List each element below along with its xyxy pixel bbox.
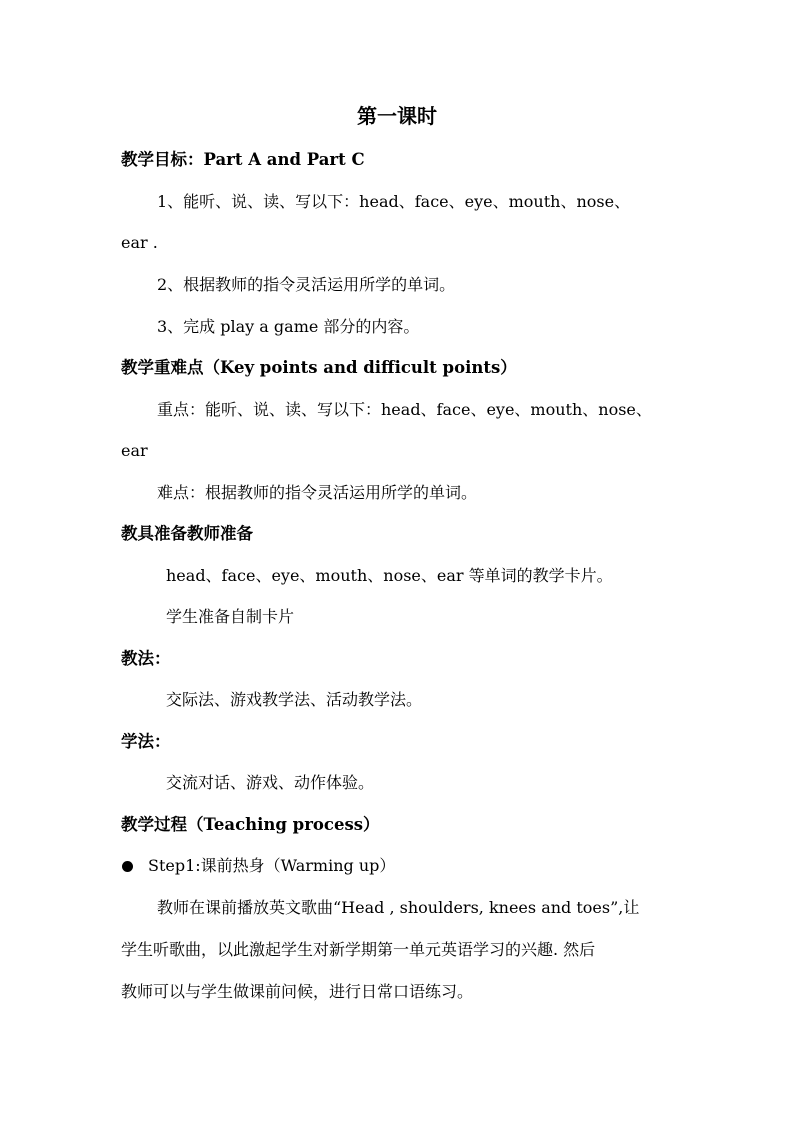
- process-step-1: Step1:课前热身（Warming up）: [148, 856, 396, 875]
- page-title: 第一课时: [357, 104, 437, 128]
- methods-heading: 教法：: [121, 649, 171, 668]
- keypoints-difficult: 难点：根据教师的指令灵活运用所学的单词。: [157, 483, 478, 502]
- goals-item-3: 3、完成 play a game 部分的内容。: [157, 317, 420, 336]
- keypoints-key-continued: ear: [121, 441, 148, 460]
- bullet-icon: [122, 861, 133, 872]
- process-heading: 教学过程（Teaching process）: [121, 815, 380, 834]
- materials-student: 学生准备自制卡片: [166, 607, 295, 626]
- learning-heading: 学法：: [121, 732, 171, 751]
- goals-item-2: 2、根据教师的指令灵活运用所学的单词。: [157, 275, 456, 294]
- goals-item-1: 1、能听、说、读、写以下：head、face、eye、mouth、nose、: [157, 192, 631, 211]
- learning-text: 交流对话、游戏、动作体验。: [166, 773, 375, 792]
- methods-text: 交际法、游戏教学法、活动教学法。: [166, 690, 423, 709]
- process-paragraph-line-2: 学生听歌曲，以此激起学生对新学期第一单元英语学习的兴趣. 然后: [121, 940, 596, 959]
- goals-item-1-continued: ear .: [121, 233, 158, 252]
- materials-teacher: head、face、eye、mouth、nose、ear 等单词的教学卡片。: [166, 566, 613, 585]
- materials-heading: 教具准备教师准备: [121, 524, 253, 543]
- keypoints-key: 重点：能听、说、读、写以下：head、face、eye、mouth、nose、: [157, 400, 652, 419]
- goals-heading: 教学目标：Part A and Part C: [121, 150, 365, 169]
- keypoints-heading: 教学重难点（Key points and difficult points）: [121, 358, 517, 377]
- process-paragraph-line-3: 教师可以与学生做课前问候，进行日常口语练习。: [121, 982, 474, 1001]
- process-paragraph-line-1: 教师在课前播放英文歌曲“Head , shoulders, knees and toes”,让: [157, 898, 640, 917]
